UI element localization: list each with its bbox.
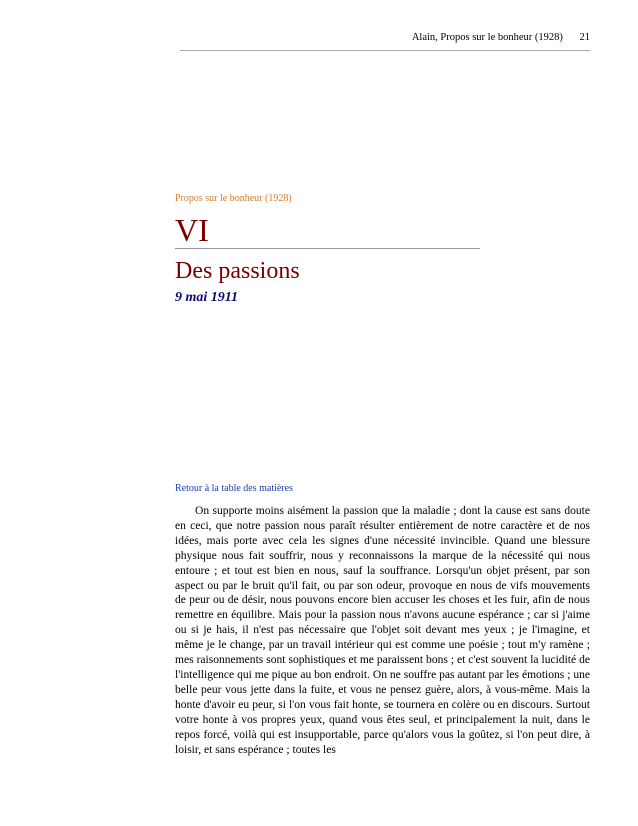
- running-head-title: Alain, Propos sur le bonheur (1928): [411, 32, 563, 43]
- page-number: 21: [579, 32, 590, 43]
- chapter-title: Des passions: [175, 258, 300, 284]
- body-paragraph: On supporte moins aisément la passion que la maladie ; dont la cause est sans doute en ceci, que notre passion nous paraît résulter entièrement de notre caractère et de nos idées, mais porte avec cela les signes d'une nécessité invincible. Quand une blessure physique nous fait souffrir, nous y reconnaissons la marque de la nécessité qui nous entoure ; et tout est bien en nous, sauf la souffrance. Lorsqu'un objet présent, par son aspect ou par le bruit qu'il fait, ou par son odeur, provoque en nous de vifs mouvements de peur ou de désir, nous pouvons encore bien accuser les choses et les fuir, afin de nous remettre en équilibre. Mais pour la passion nous n'avons aucune espérance ; car si j'aime ou si je hais, il n'est pas nécessaire que l'objet soit devant mes yeux ; je l'imagine, et même je le change, par un travail intérieur qui est comme une poésie ; tout m'y ramène ; mes raisonnements sont sophistiques et me paraissent bons ; et c'est souvent la lucidité de l'intelligence qui me pique au bon endroit. On ne souffre pas autant par les émotions ; une belle peur vous jette dans la fuite, et vous ne pensez guère, alors, à vous-même. Mais la honte d'avoir eu peur, si l'on vous fait honte, se tournera en colère ou en discours. Surtout votre honte à vos propres yeux, quand vous êtes seul, et principalement la nuit, dans le repos forcé, voilà qui est insupportable, parce qu'alors vous la goûtez, si l'on peut dire, à loisir, et sans espérance ; toutes les: [175, 505, 590, 756]
- book-title-link[interactable]: Propos sur le bonheur (1928): [175, 193, 292, 204]
- chapter-rule: [175, 248, 480, 249]
- header-rule: [180, 50, 590, 51]
- running-head: [180, 32, 590, 48]
- chapter-number: VI: [175, 212, 209, 248]
- toc-return-link[interactable]: Retour à la table des matières: [175, 483, 294, 494]
- chapter-date: 9 mai 1911: [175, 290, 239, 305]
